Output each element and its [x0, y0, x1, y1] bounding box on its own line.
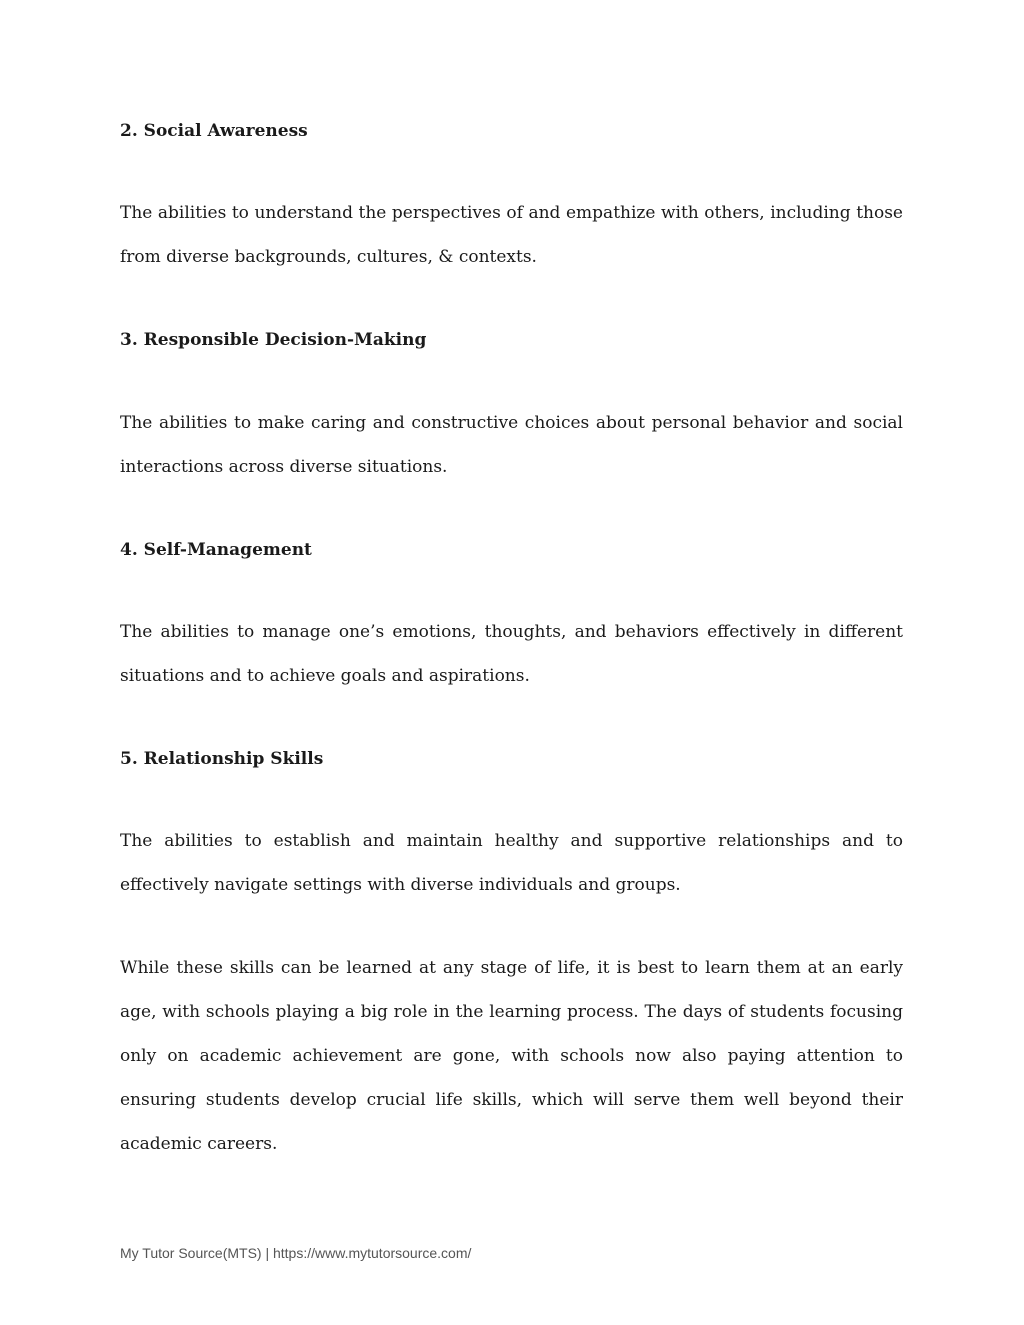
- section-text-social-awareness: The abilities to understand the perspectives of and empathize with others, including those from diverse backgrounds, cultures, & contexts.: [120, 203, 903, 267]
- section-heading-self-management: 4. Self-Management: [120, 540, 312, 560]
- section-text-responsible-decision-making: The abilities to make caring and constructive choices about personal behavior and social interactions across diverse situations.: [120, 413, 903, 477]
- section-text-self-management: The abilities to manage one’s emotions, thoughts, and behaviors effectively in different situations and to achieve goals and aspirations.: [120, 622, 903, 686]
- section-heading-relationship-skills: 5. Relationship Skills: [120, 749, 324, 769]
- section-heading-responsible-decision-making: 3. Responsible Decision-Making: [120, 330, 427, 350]
- page-footer: My Tutor Source(MTS) | https://www.mytutorsource.com/: [120, 1245, 472, 1261]
- closing-paragraph: While these skills can be learned at any stage of life, it is best to learn them at an early age, with schools playing a big role in the learning process. The days of students focusing only on academic achievement are gone, with schools now also paying attention to ensuring students develop crucial life skills, which will serve them well beyond their academic careers.: [120, 958, 903, 1154]
- section-heading-social-awareness: 2. Social Awareness: [120, 121, 308, 141]
- document-page: [120, 0, 903, 1325]
- section-text-relationship-skills: The abilities to establish and maintain healthy and supportive relationships and to effectively navigate settings with diverse individuals and groups.: [120, 831, 903, 895]
